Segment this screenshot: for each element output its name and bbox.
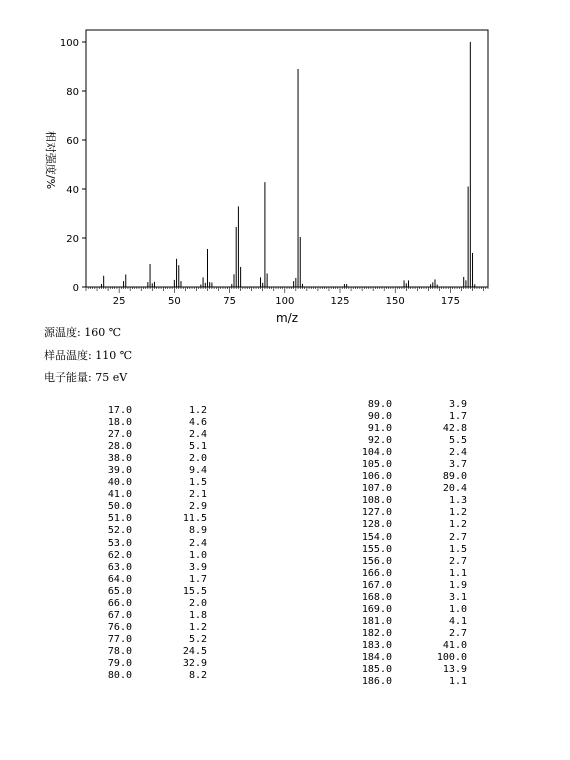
peak-abundance: 11.5 [182,513,207,525]
peak-mz: 64.0 [107,573,132,585]
peak-row [92,646,207,658]
peak-abundance: 1.5 [188,477,207,489]
peak-row [352,676,467,688]
peak-abundance: 15.5 [182,585,207,597]
peak-row [92,513,207,525]
x-tick-label: 75 [223,296,236,307]
x-axis-label: m/z [275,311,299,325]
peak-abundance: 42.8 [442,423,467,435]
x-tick-label: 25 [112,296,126,307]
peak-mz: 106.0 [361,471,392,483]
peak-row [92,622,207,634]
peak-abundance: 5.5 [448,435,467,447]
peak-row [92,670,207,682]
peak-row [92,658,207,670]
peak-row [92,634,207,646]
peak-abundance: 4.6 [188,417,207,429]
peak-abundance: 2.4 [188,429,207,441]
peak-row [352,580,467,592]
peak-mz: 155.0 [361,543,392,555]
mass-spectrum-chart [0,0,570,330]
peak-mz: 76.0 [107,621,132,633]
peak-row [352,447,467,459]
peak-mz: 63.0 [107,561,132,573]
peak-abundance: 1.0 [448,603,467,615]
peak-abundance: 8.2 [188,670,207,682]
peak-mz: 184.0 [361,651,392,663]
peak-mz: 108.0 [361,495,392,507]
peak-row [92,441,207,453]
peak-mz: 168.0 [361,591,392,603]
peak-abundance: 3.1 [448,591,467,603]
peak-abundance: 2.0 [188,453,207,465]
peak-mz: 154.0 [361,531,392,543]
peak-abundance: 24.5 [182,645,207,657]
x-tick-label: 175 [440,296,460,307]
peak-row [352,640,467,652]
peak-abundance: 5.2 [188,633,207,645]
peak-abundance: 1.8 [188,609,207,621]
peak-mz: 186.0 [361,676,392,688]
peak-abundance: 13.9 [442,664,467,676]
y-axis-label: 相对强度/% [44,130,57,190]
peak-abundance: 1.1 [448,676,467,688]
peak-mz: 89.0 [367,399,392,410]
y-tick-label: 0 [72,283,79,294]
peak-row [92,550,207,562]
peak-abundance: 2.7 [448,627,467,639]
peak-abundance: 1.2 [448,519,467,531]
peak-row [352,459,467,471]
peak-row [352,652,467,664]
peak-abundance: 1.2 [188,405,207,416]
peak-abundance: 2.9 [188,501,207,513]
peak-row [352,604,467,616]
plot-frame [86,30,488,287]
peak-row [352,423,467,435]
peak-mz: 185.0 [361,664,392,676]
peak-row [352,471,467,483]
peak-row [352,664,467,676]
peak-abundance: 3.9 [448,399,467,410]
peak-abundance: 2.7 [448,555,467,567]
peak-abundance: 4.1 [448,615,467,627]
x-tick-label: 125 [330,296,350,307]
peak-abundance: 3.7 [448,459,467,471]
peak-mz: 39.0 [107,465,132,477]
peak-row [92,610,207,622]
source-temperature: 源温度: 160 ℃ [44,326,121,339]
peak-row [92,405,207,417]
peak-row [92,574,207,586]
peak-abundance: 1.5 [448,543,467,555]
peak-row [92,501,207,513]
peak-abundance: 3.9 [188,561,207,573]
peak-abundance: 1.1 [448,567,467,579]
peak-row [352,544,467,556]
y-tick-label: 40 [66,185,79,196]
peak-mz: 27.0 [107,429,132,441]
peak-row [352,556,467,568]
peak-mz: 77.0 [107,633,132,645]
peak-row [92,586,207,598]
peak-abundance: 1.7 [188,573,207,585]
peak-abundance: 1.0 [188,549,207,561]
peak-abundance: 2.0 [188,597,207,609]
peak-abundance: 1.2 [448,507,467,519]
peak-mz: 183.0 [361,639,392,651]
peak-mz: 107.0 [361,483,392,495]
peak-row [352,592,467,604]
peak-mz: 181.0 [361,615,392,627]
peak-abundance: 100.0 [436,651,467,663]
peak-row [92,417,207,429]
peak-row [92,477,207,489]
peak-mz: 80.0 [107,670,132,682]
peak-row [92,453,207,465]
peak-abundance: 2.1 [188,489,207,501]
peak-mz: 182.0 [361,627,392,639]
peak-mz: 66.0 [107,597,132,609]
peak-mz: 169.0 [361,603,392,615]
peak-abundance: 41.0 [442,639,467,651]
peak-row [352,532,467,544]
peak-row [352,435,467,447]
peak-mz: 78.0 [107,645,132,657]
peak-abundance: 9.4 [188,465,207,477]
peak-mz: 127.0 [361,507,392,519]
peak-mz: 67.0 [107,609,132,621]
peak-mz: 40.0 [107,477,132,489]
peak-row [92,489,207,501]
y-tick-label: 100 [59,38,79,49]
x-tick-label: 100 [275,296,295,307]
peak-row [352,495,467,507]
peak-abundance: 1.3 [448,495,467,507]
peak-mz: 166.0 [361,567,392,579]
peak-mz: 18.0 [107,417,132,429]
peak-abundance: 1.9 [448,579,467,591]
peak-abundance: 1.2 [188,621,207,633]
peak-mz: 38.0 [107,453,132,465]
peak-abundance: 89.0 [442,471,467,483]
peak-mz: 65.0 [107,585,132,597]
peak-mz: 41.0 [107,489,132,501]
x-tick-label: 50 [167,296,181,307]
peak-mz: 52.0 [107,525,132,537]
peak-mz: 92.0 [367,435,392,447]
peak-abundance: 32.9 [182,657,207,669]
peak-abundance: 20.4 [442,483,467,495]
peak-mz: 105.0 [361,459,392,471]
peak-abundance: 8.9 [188,525,207,537]
peak-row [92,562,207,574]
peak-abundance: 1.7 [448,411,467,423]
peak-abundance: 2.4 [448,447,467,459]
peak-row [92,429,207,441]
peak-row [92,465,207,477]
x-tick-label: 150 [385,296,405,307]
peak-row [352,399,467,411]
peak-mz: 62.0 [107,549,132,561]
peak-row [352,411,467,423]
peak-row [92,525,207,537]
peak-table-right [352,399,467,688]
peak-row [92,598,207,610]
peak-mz: 128.0 [361,519,392,531]
peak-mz: 79.0 [107,657,132,669]
peak-row [352,483,467,495]
peak-mz: 51.0 [107,513,132,525]
peak-table-left [92,405,207,682]
peak-abundance: 2.7 [448,531,467,543]
peak-mz: 167.0 [361,579,392,591]
peak-mz: 28.0 [107,441,132,453]
peak-row [352,616,467,628]
peak-mz: 104.0 [361,447,392,459]
y-tick-label: 60 [66,136,79,147]
electron-energy: 电子能量: 75 eV [44,371,128,384]
peak-row [352,628,467,640]
peak-abundance: 2.4 [188,537,207,549]
peak-mz: 17.0 [107,405,132,416]
peak-mz: 156.0 [361,555,392,567]
peak-row [352,519,467,531]
peak-mz: 91.0 [367,423,392,435]
peak-row [352,507,467,519]
peak-mz: 53.0 [107,537,132,549]
y-tick-label: 80 [66,87,79,98]
y-tick-label: 20 [66,234,79,245]
sample-temperature: 样品温度: 110 ℃ [44,349,132,362]
peak-mz: 90.0 [367,411,392,423]
peak-mz: 50.0 [107,501,132,513]
peak-row [92,538,207,550]
peak-abundance: 5.1 [188,441,207,453]
peak-row [352,568,467,580]
